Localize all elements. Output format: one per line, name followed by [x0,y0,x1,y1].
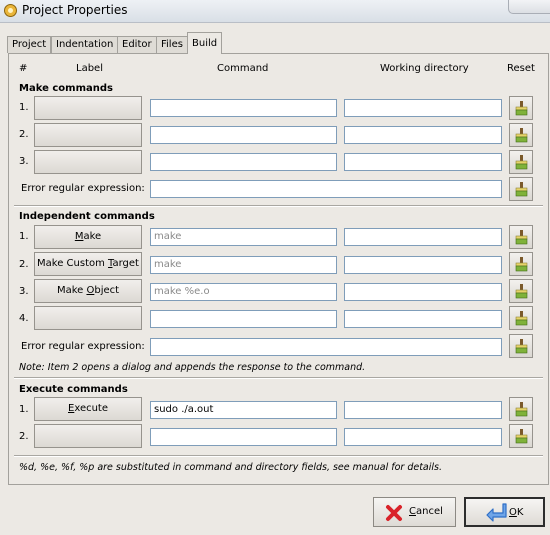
clear-broom-icon [514,283,529,299]
title-bar [0,0,550,23]
row-number: 3. [19,156,29,167]
clear-broom-icon [514,338,529,354]
row-number: 4. [19,313,29,324]
make-cmd-1-reset-button[interactable] [509,96,533,120]
col-header-working-directory: Working directory [380,63,469,74]
row-number: 1. [19,231,29,242]
clear-broom-icon [514,100,529,116]
clear-broom-icon [514,428,529,444]
row-number: 2. [19,259,29,270]
separator [14,205,543,207]
make-cmd-1-command-input[interactable] [150,99,337,117]
independent-error-regex-label: Error regular expression: [21,341,145,352]
make-cmd-2-command-input[interactable] [150,126,337,144]
col-header-command: Command [217,63,269,74]
build-panel [8,53,549,485]
row-number: 3. [19,286,29,297]
clear-broom-icon [514,181,529,197]
make-cmd-1-workdir-input[interactable] [344,99,502,117]
separator [14,455,543,457]
col-header-num: # [19,63,28,74]
ok-button-label: OK [509,507,524,518]
substitution-footnote: %d, %e, %f, %p are substituted in command and directory fields, see manual for details. [19,462,442,473]
make-button[interactable]: Make [34,225,142,249]
make-cmd-2-workdir-input[interactable] [344,126,502,144]
make-error-regex-label: Error regular expression: [21,183,145,194]
independent-note: Note: Item 2 opens a dialog and appends the response to the command. [19,362,366,373]
independent-error-regex-reset-button[interactable] [509,334,533,358]
independent-cmd-4-label-button[interactable] [34,306,142,330]
row-number: 2. [19,129,29,140]
make-custom-target-reset-button[interactable] [509,252,533,276]
ok-button[interactable] [464,497,545,527]
independent-cmd-4-command-input[interactable] [150,310,337,328]
clear-broom-icon [514,310,529,326]
make-cmd-1-label-button[interactable] [34,96,142,120]
geany-app-icon [3,3,18,18]
make-workdir-input[interactable] [344,228,502,246]
make-cmd-2-reset-button[interactable] [509,123,533,147]
execute-button[interactable]: Execute [34,397,142,421]
clear-broom-icon [514,154,529,170]
tab-indentation[interactable]: Indentation [51,36,118,53]
clear-broom-icon [514,256,529,272]
tab-build[interactable]: Build [187,32,222,54]
col-header-label: Label [76,63,103,74]
execute-cmd-2-command-input[interactable] [150,428,337,446]
make-cmd-3-reset-button[interactable] [509,150,533,174]
make-custom-target-button[interactable]: Make Custom Target [34,252,142,276]
clear-broom-icon [514,127,529,143]
window-close-button[interactable] [508,0,550,14]
window-title: Project Properties [22,3,128,17]
make-cmd-3-label-button[interactable] [34,150,142,174]
execute-workdir-input[interactable] [344,401,502,419]
cancel-button-label: Cancel [409,506,443,517]
make-command-input[interactable]: make [150,228,337,246]
make-object-reset-button[interactable] [509,279,533,303]
tab-project[interactable]: Project [7,36,51,53]
make-error-regex-input[interactable] [150,180,502,198]
execute-cmd-2-label-button[interactable] [34,424,142,448]
cancel-button[interactable] [373,497,456,527]
separator [14,377,543,379]
row-number: 2. [19,431,29,442]
row-number: 1. [19,404,29,415]
independent-error-regex-input[interactable] [150,338,502,356]
execute-reset-button[interactable] [509,397,533,421]
independent-cmd-4-workdir-input[interactable] [344,310,502,328]
execute-cmd-2-workdir-input[interactable] [344,428,502,446]
make-object-command-input[interactable]: make %e.o [150,283,337,301]
make-error-regex-reset-button[interactable] [509,177,533,201]
execute-command-input[interactable]: sudo ./a.out [150,401,337,419]
make-custom-target-command-input[interactable]: make [150,256,337,274]
clear-broom-icon [514,229,529,245]
independent-cmd-4-reset-button[interactable] [509,306,533,330]
ok-arrow-icon [485,502,507,522]
make-custom-target-workdir-input[interactable] [344,256,502,274]
cancel-x-icon [384,503,404,523]
col-header-reset: Reset [507,63,535,74]
make-cmd-3-workdir-input[interactable] [344,153,502,171]
section-make-commands: Make commands [19,83,113,94]
clear-broom-icon [514,401,529,417]
section-independent-commands: Independent commands [19,211,155,222]
make-object-button[interactable]: Make Object [34,279,142,303]
execute-cmd-2-reset-button[interactable] [509,424,533,448]
section-execute-commands: Execute commands [19,384,128,395]
make-reset-button[interactable] [509,225,533,249]
make-cmd-2-label-button[interactable] [34,123,142,147]
row-number: 1. [19,102,29,113]
make-cmd-3-command-input[interactable] [150,153,337,171]
tab-files[interactable]: Files [156,36,188,53]
tab-editor[interactable]: Editor [117,36,157,53]
make-object-workdir-input[interactable] [344,283,502,301]
